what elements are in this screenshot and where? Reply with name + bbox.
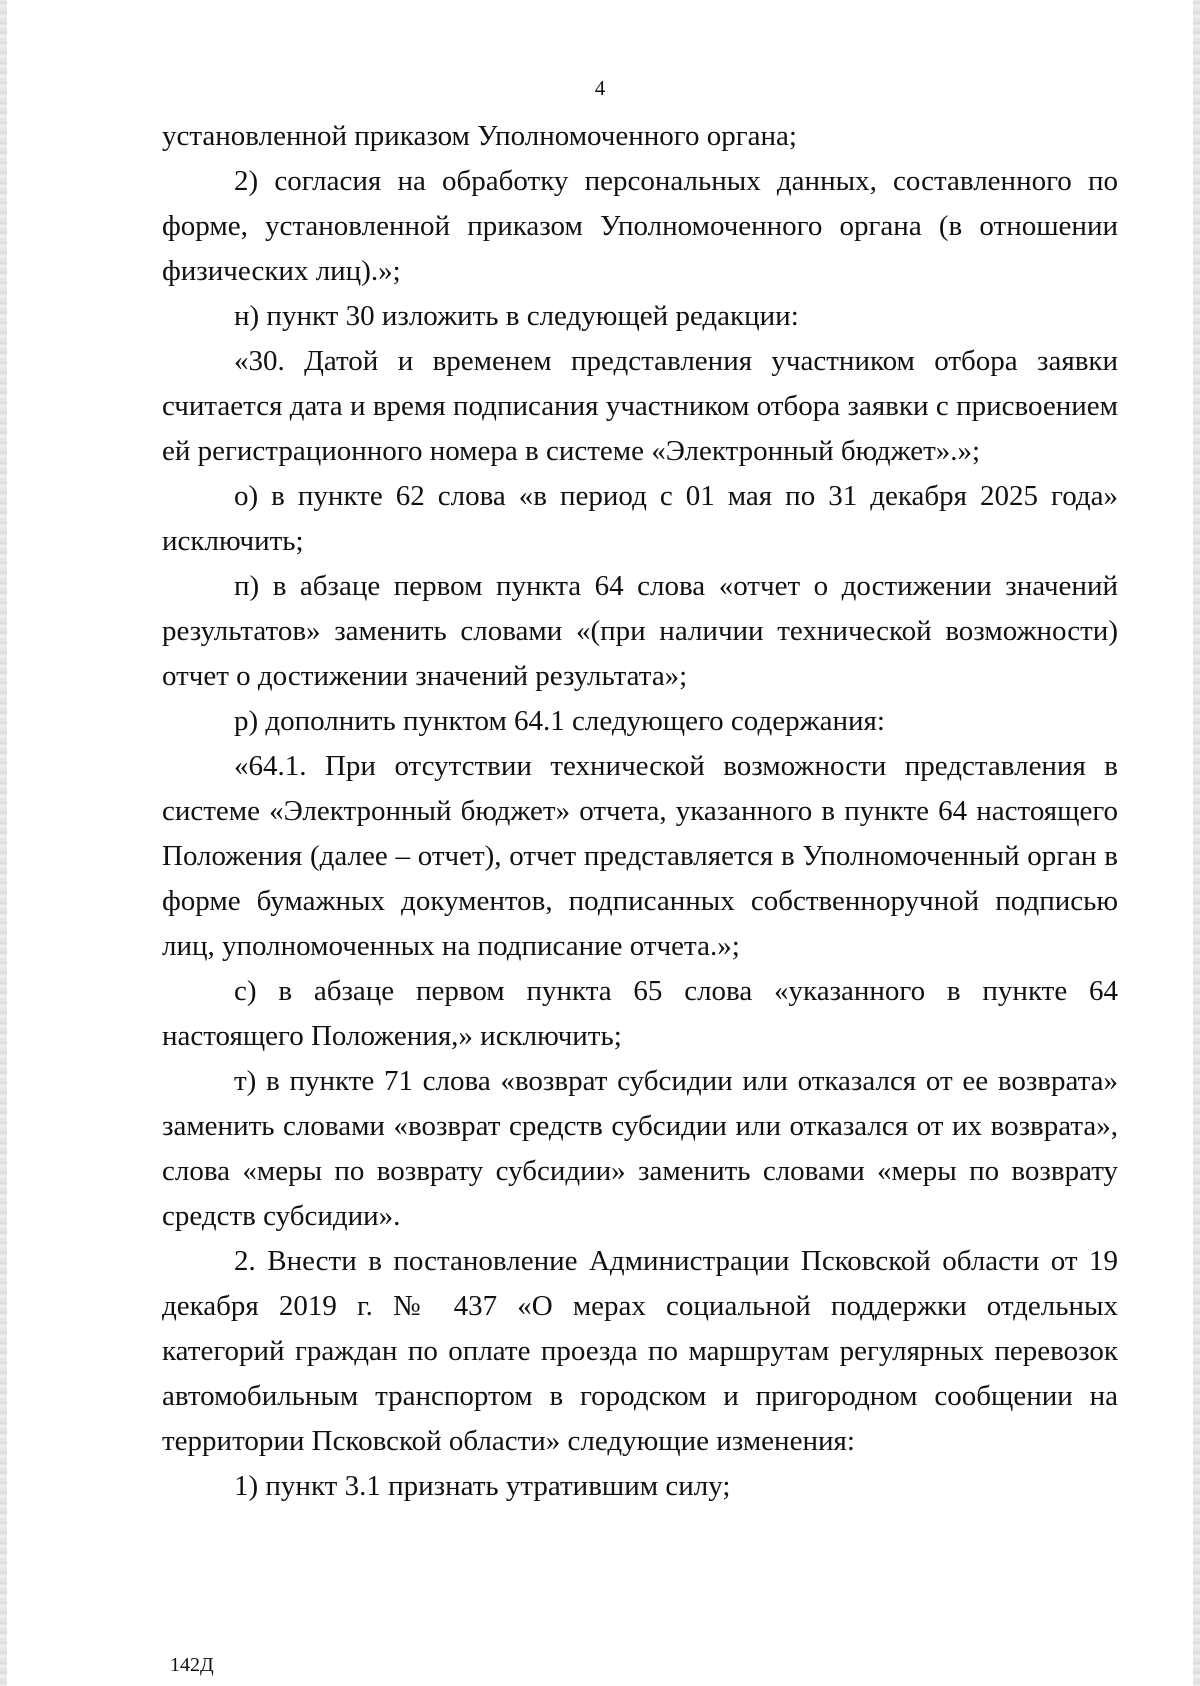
paragraph-item-p: п) в абзаце первом пункта 64 слова «отчет о достижении значений результатов» заменить словами «(при наличии технической возможности) отчет о достижении значений результата»; (162, 570, 1118, 692)
scan-edge-right (1193, 0, 1200, 1686)
paragraph-clause-64-1: «64.1. При отсутствии технической возможности представления в системе «Электронный бюджет» отчета, указанного в пункте 64 настоящего Положения (далее – отчет), отчет представляется в Уполномоченный орган в форме бумажных документов, подписанных собственноручной подписью лиц, уполномоченных на подписание отчета.»; (162, 750, 1118, 962)
paragraph-item-t: т) в пункте 71 слова «возврат субсидии или отказался от ее возврата» заменить словами «возврат средств субсидии или отказался от их возврата», слова «меры по возврату субсидии» заменить словами «меры по возврату средств субсидии». (162, 1065, 1118, 1232)
paragraph-clause-30: «30. Датой и временем представления участником отбора заявки считается дата и время подписания участником отбора заявки с присвоением ей регистрационного номера в системе «Электронный бюджет».»; (162, 345, 1118, 467)
document-body (162, 114, 1118, 1509)
paragraph-continuation: установленной приказом Уполномоченного органа; (162, 120, 797, 152)
paragraph-item-o: о) в пункте 62 слова «в период с 01 мая по 31 декабря 2025 года» исключить; (162, 480, 1118, 557)
paragraph-item-r: р) дополнить пунктом 64.1 следующего содержания: (234, 705, 885, 737)
paragraph-item-n: н) пункт 30 изложить в следующей редакции: (234, 300, 799, 332)
paragraph-item-2-consent: 2) согласия на обработку персональных данных, составленного по форме, установленной приказом Уполномоченного органа (в отношении физических лиц).»; (162, 165, 1118, 287)
document-code: 142Д (170, 1654, 214, 1676)
paragraph-item-1-clause-3-1: 1) пункт 3.1 признать утратившим силу; (234, 1470, 731, 1502)
paragraph-section-2: 2. Внести в постановление Администрации Псковской области от 19 декабря 2019 г. № 437 «О мерах социальной поддержки отдельных категорий граждан по оплате проезда по маршрутам регулярных перевозок автомобильным транспортом в городском и пригородном сообщении на территории Псковской области» следующие изменения: (162, 1245, 1118, 1457)
page-number: 4 (594, 76, 606, 100)
scan-edge-left (0, 0, 7, 1686)
paragraph-item-s: с) в абзаце первом пункта 65 слова «указанного в пункте 64 настоящего Положения,» исключить; (162, 975, 1118, 1052)
